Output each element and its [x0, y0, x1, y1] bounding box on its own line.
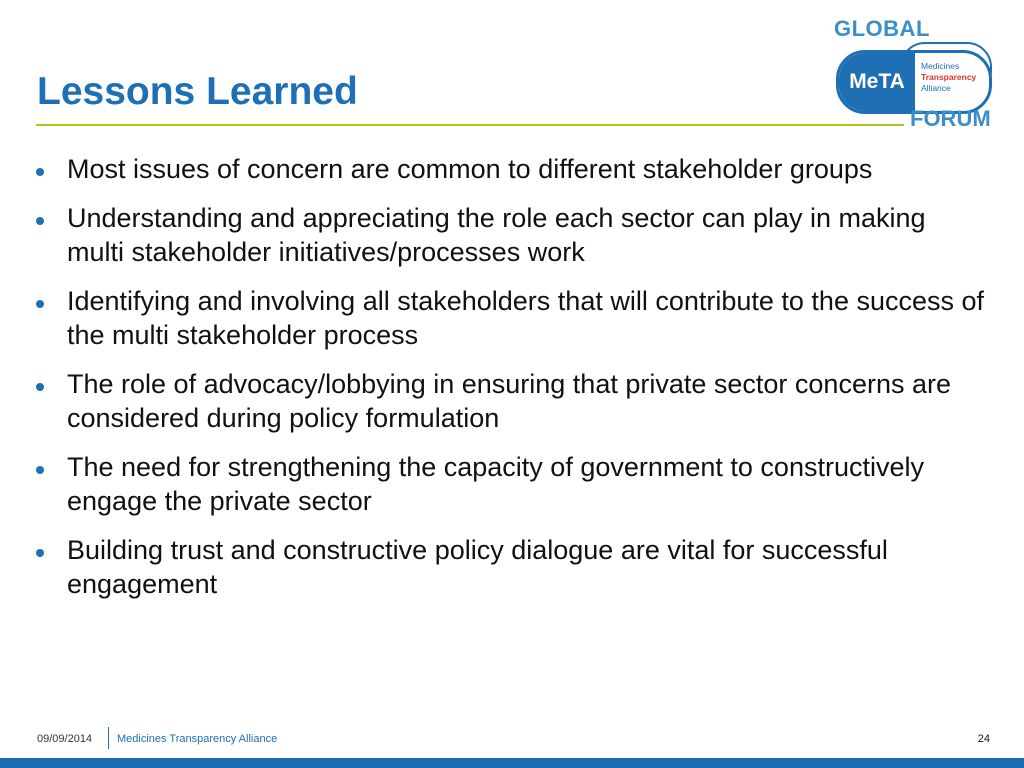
logo-meta-text: MeTA — [839, 53, 915, 111]
logo-forum-text: FORUM — [910, 106, 991, 131]
logo-subtitle — [921, 61, 976, 94]
bottom-accent-bar — [0, 758, 1024, 768]
bullet-text: The need for strengthening the capacity of government to constructively engage the private sector — [67, 452, 924, 516]
slide-title: Lessons Learned — [37, 70, 358, 113]
bullet-text: Understanding and appreciating the role each sector can play in making multi stakeholder initiatives/processes work — [67, 203, 926, 267]
bullet-item — [36, 533, 986, 601]
footer-organization: Medicines Transparency Alliance — [117, 733, 278, 745]
logo-pill — [836, 50, 992, 114]
bullet-list — [36, 152, 986, 616]
bullet-text: The role of advocacy/lobbying in ensuring that private sector concerns are considered during policy formulation — [67, 369, 951, 433]
bullet-item — [36, 284, 986, 352]
bullet-dot-icon — [36, 383, 44, 391]
logo-line-1: Medicines — [921, 61, 960, 71]
footer-separator — [108, 727, 109, 749]
bullet-text: Identifying and involving all stakeholders that will contribute to the success of the multi stakeholder process — [67, 286, 985, 350]
bullet-dot-icon — [36, 300, 44, 308]
bullet-text: Most issues of concern are common to different stakeholder groups — [67, 154, 873, 184]
bullet-dot-icon — [36, 549, 44, 557]
bullet-item — [36, 152, 986, 186]
bullet-dot-icon — [36, 466, 44, 474]
meta-global-forum-logo — [830, 12, 1000, 132]
bullet-item — [36, 450, 986, 518]
title-divider — [36, 124, 904, 126]
logo-line-2: Transparency — [921, 72, 977, 82]
bullet-item — [36, 367, 986, 435]
footer-date: 09/09/2014 — [37, 733, 93, 745]
bullet-dot-icon — [36, 217, 44, 225]
bullet-dot-icon — [36, 168, 44, 176]
logo-line-3: Alliance — [921, 83, 951, 93]
logo-global-text: GLOBAL — [834, 16, 930, 41]
bullet-text: Building trust and constructive policy dialogue are vital for successful engagement — [67, 535, 888, 599]
bullet-item — [36, 201, 986, 269]
page-number: 24 — [977, 733, 990, 745]
